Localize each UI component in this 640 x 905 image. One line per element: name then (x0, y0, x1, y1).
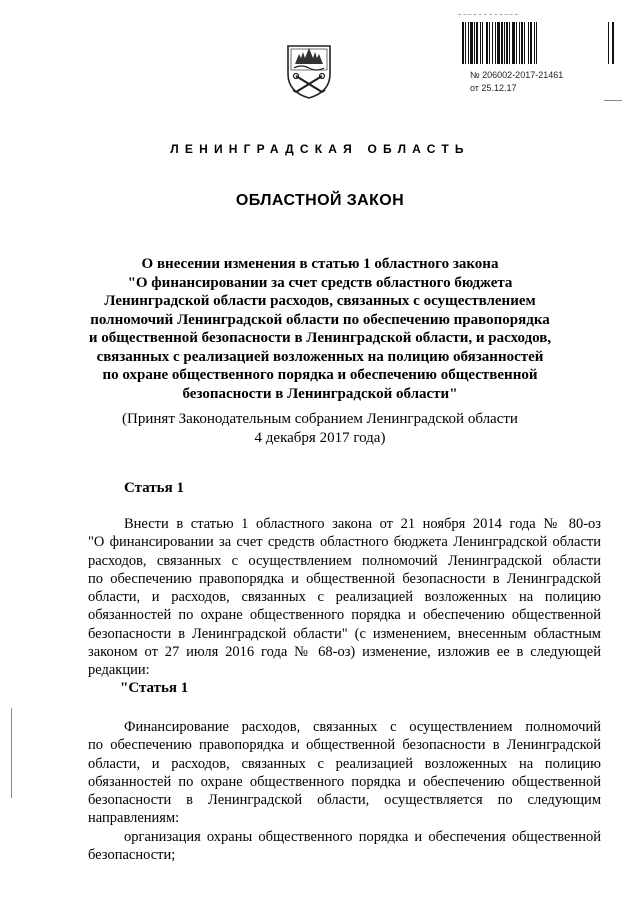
paragraph-line: законом от 27 июля 2016 года № 68-оз) изменение, изложив ее в следующей (88, 644, 601, 661)
adoption-note (60, 410, 580, 448)
paragraph-line: расходов, связанных с осуществлением полномочий Ленинградской области (88, 552, 601, 569)
paragraph-line: безопасности в Ленинградской области" (с изменением, внесенным областным (88, 625, 601, 642)
article-1-paragraph (88, 515, 601, 680)
title-line: связанных с реализацией возложенных на полицию обязанностей (96, 348, 544, 365)
article-1-heading: Статья 1 (124, 480, 184, 496)
paragraph-line: по обеспечению правопорядка и общественной безопасности в Ленинградской (88, 737, 601, 754)
law-subject-title (60, 255, 580, 403)
paragraph-line: редакции: (88, 662, 150, 679)
coat-of-arms-icon (285, 40, 333, 100)
quoted-article-paragraph (88, 718, 601, 828)
title-line: по охране общественного порядка и обеспечению общественной (102, 367, 538, 383)
barcode-icon (462, 22, 614, 64)
registration-number: № 206002-2017-21461 (470, 70, 564, 80)
registration-date: от 25.12.17 (470, 83, 517, 93)
paragraph-line: по обеспечению правопорядка и общественной безопасности в Ленинградской (88, 570, 601, 587)
paragraph-line: организация охраны общественного порядка и обеспечения общественной (124, 829, 601, 845)
title-line: Ленинградской области расходов, связанных с осуществлением (104, 293, 536, 309)
paragraph-line: "О финансировании за счет средств областного бюджета Ленинградской области (88, 534, 601, 551)
registration-stamp (470, 69, 563, 95)
scan-dash-mark (458, 14, 518, 16)
title-line: полномочий Ленинградской области по обеспечению правопорядка (90, 311, 550, 328)
paragraph-line: области, и расходов, связанных с реализацией возложенных на полицию (88, 589, 601, 606)
title-line: "О финансировании за счет средств областного бюджета (127, 274, 513, 291)
adoption-line: 4 декабря 2017 года) (254, 430, 386, 446)
quoted-article-list-item (88, 828, 601, 865)
region-title: ЛЕНИНГРАДСКАЯ ОБЛАСТЬ (170, 142, 470, 156)
scan-margin-line (11, 708, 12, 798)
paragraph-line: обязанностей по охране общественного порядка и обеспечению общественной (88, 607, 601, 624)
paragraph-line: направлениям: (88, 810, 180, 827)
adoption-line: (Принят Законодательным собранием Ленинградской области (122, 411, 518, 427)
law-type-title: ОБЛАСТНОЙ ЗАКОН (235, 192, 405, 209)
paragraph-line: Внести в статью 1 областного закона от 21 ноября 2014 года № 80-оз (124, 516, 601, 532)
paragraph-line: безопасности в Ленинградской области, осуществляется по следующим (88, 792, 601, 809)
title-line: и общественной безопасности в Ленинградской области, и расходов, (88, 330, 552, 346)
paragraph-line: безопасности; (88, 847, 176, 864)
quoted-article-heading: "Статья 1 (120, 680, 189, 696)
title-line: безопасности в Ленинградской области" (182, 385, 458, 402)
paragraph-line: области, и расходов, связанных с реализацией возложенных на полицию (88, 755, 601, 772)
paragraph-line: обязанностей по охране общественного порядка и обеспечению общественной (88, 773, 601, 790)
paragraph-line: Финансирование расходов, связанных с осуществлением полномочий (124, 719, 601, 735)
scan-edge-mark (604, 100, 622, 101)
title-line: О внесении изменения в статью 1 областного закона (141, 256, 499, 272)
